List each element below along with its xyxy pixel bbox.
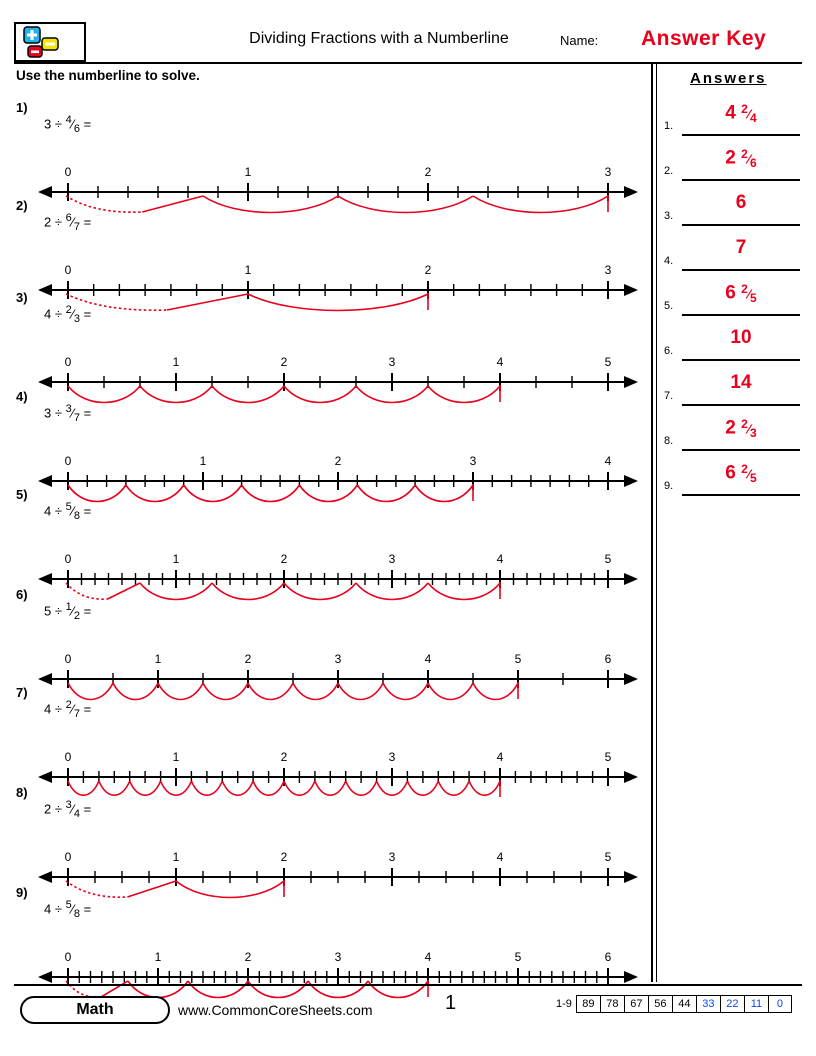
answer-number: 9. (664, 480, 674, 492)
svg-text:0: 0 (64, 652, 72, 666)
column-divider-2 (656, 62, 657, 982)
svg-text:1: 1 (244, 165, 252, 179)
subject-badge: Math (20, 996, 170, 1024)
problem-number: 8) (16, 785, 28, 800)
answer-underline (682, 404, 800, 406)
answer-underline (682, 314, 800, 316)
svg-text:1: 1 (199, 454, 207, 468)
svg-text:0: 0 (64, 950, 72, 964)
svg-text:0: 0 (64, 552, 72, 566)
problem-expression: $3 \div ^4⁄_6$ = (44, 114, 92, 135)
problem-expression: $4 \div ^2⁄_3$ = (44, 304, 92, 325)
answer-value: 2 $^2⁄_3$ (725, 417, 757, 440)
problem-expression: $4 \div ^5⁄_8$ = (44, 899, 92, 920)
problem-number: 1) (16, 100, 28, 115)
answer-row (664, 100, 804, 145)
problem-number: 2) (16, 198, 28, 213)
answer-underline (682, 179, 800, 181)
svg-text:0: 0 (64, 263, 72, 277)
answer-number: 5. (664, 300, 674, 312)
answer-underline (682, 134, 800, 136)
svg-text:4: 4 (496, 552, 504, 566)
answer-row (664, 415, 804, 460)
svg-text:1: 1 (172, 850, 180, 864)
svg-text:2: 2 (424, 263, 432, 277)
svg-text:1: 1 (172, 552, 180, 566)
svg-text:3: 3 (388, 750, 396, 764)
svg-text:3: 3 (388, 355, 396, 369)
svg-text:2: 2 (244, 652, 252, 666)
svg-text:0: 0 (64, 454, 72, 468)
problem-expression: $5 \div ^1⁄_2$ = (44, 601, 92, 622)
svg-text:0: 0 (64, 750, 72, 764)
answers-list (664, 100, 804, 505)
svg-text:0: 0 (64, 355, 72, 369)
page-title: Dividing Fractions with a Numberline (249, 30, 509, 47)
svg-text:2: 2 (280, 750, 288, 764)
svg-text:1: 1 (154, 652, 162, 666)
answer-row (664, 325, 804, 370)
score-cell: 89 (576, 995, 600, 1013)
svg-text:2: 2 (244, 950, 252, 964)
score-cell: 67 (624, 995, 648, 1013)
score-cell: 33 (696, 995, 720, 1013)
svg-text:3: 3 (334, 652, 342, 666)
svg-text:5: 5 (604, 850, 612, 864)
problem-number: 4) (16, 389, 28, 404)
problem-number: 5) (16, 487, 28, 502)
svg-text:4: 4 (496, 850, 504, 864)
numberline (38, 324, 648, 415)
numberline (38, 134, 648, 225)
answer-underline (682, 224, 800, 226)
answer-value: 7 (735, 237, 747, 258)
score-cell: 44 (672, 995, 696, 1013)
problem-expression: $3 \div ^3⁄_7$ = (44, 403, 92, 424)
answer-number: 6. (664, 345, 674, 357)
score-cell: 11 (744, 995, 768, 1013)
score-cell: 78 (600, 995, 624, 1013)
answer-number: 3. (664, 210, 674, 222)
problem-expression: $4 \div ^5⁄_8$ = (44, 501, 92, 522)
svg-text:1: 1 (172, 355, 180, 369)
answer-row (664, 280, 804, 325)
answer-underline (682, 449, 800, 451)
svg-text:6: 6 (604, 652, 612, 666)
svg-text:3: 3 (469, 454, 477, 468)
answer-value: 10 (730, 327, 752, 348)
answer-value: 6 (735, 192, 747, 213)
svg-text:4: 4 (424, 652, 432, 666)
footer-divider (14, 984, 802, 986)
svg-text:6: 6 (604, 950, 612, 964)
problem-number: 3) (16, 290, 28, 305)
numberline (38, 521, 648, 612)
answer-value: 4 $^2⁄_4$ (725, 102, 757, 125)
svg-text:2: 2 (334, 454, 342, 468)
problem-expression: $2 \div ^6⁄_7$ = (44, 212, 92, 233)
answer-number: 1. (664, 120, 674, 132)
answer-row (664, 190, 804, 235)
answer-number: 4. (664, 255, 674, 267)
problem-expression: $2 \div ^3⁄_4$ = (44, 799, 92, 820)
svg-text:5: 5 (514, 652, 522, 666)
numberline (38, 719, 648, 810)
answer-value: 6 $^2⁄_5$ (725, 462, 757, 485)
numberline (38, 819, 648, 910)
svg-text:2: 2 (424, 165, 432, 179)
svg-text:1: 1 (154, 950, 162, 964)
problem-expression: $4 \div ^2⁄_7$ = (44, 699, 92, 720)
answer-value: 14 (730, 372, 752, 393)
svg-text:5: 5 (604, 750, 612, 764)
answer-row (664, 235, 804, 280)
score-scale (556, 995, 792, 1013)
svg-text:3: 3 (604, 263, 612, 277)
score-range: 1-9 (556, 998, 572, 1010)
svg-text:2: 2 (280, 850, 288, 864)
website-url: www.CommonCoreSheets.com (178, 1002, 373, 1018)
answer-value: 6 $^2⁄_5$ (725, 282, 757, 305)
answer-row (664, 145, 804, 190)
answer-number: 8. (664, 435, 674, 447)
svg-text:4: 4 (424, 950, 432, 964)
answer-row (664, 370, 804, 415)
page-number: 1 (445, 992, 457, 1014)
instructions: Use the numberline to solve. (16, 68, 200, 83)
answer-key-badge: Answer Key (641, 27, 767, 50)
svg-text:0: 0 (64, 165, 72, 179)
svg-text:3: 3 (604, 165, 612, 179)
svg-text:5: 5 (604, 355, 612, 369)
svg-text:4: 4 (496, 355, 504, 369)
numberline (38, 232, 648, 323)
svg-text:5: 5 (604, 552, 612, 566)
svg-text:3: 3 (388, 552, 396, 566)
problem-number: 6) (16, 587, 28, 602)
page-header (14, 22, 802, 64)
svg-text:5: 5 (514, 950, 522, 964)
answer-value: 2 $^2⁄_6$ (725, 147, 757, 170)
answer-row (664, 460, 804, 505)
score-cell: 56 (648, 995, 672, 1013)
svg-text:2: 2 (280, 552, 288, 566)
svg-text:4: 4 (604, 454, 612, 468)
answer-underline (682, 359, 800, 361)
svg-text:2: 2 (280, 355, 288, 369)
answer-number: 7. (664, 390, 674, 402)
svg-text:3: 3 (334, 950, 342, 964)
score-cell: 0 (768, 995, 792, 1013)
svg-text:0: 0 (64, 850, 72, 864)
numberline (38, 621, 648, 712)
numberline (38, 423, 648, 514)
answer-underline (682, 494, 800, 496)
svg-text:3: 3 (388, 850, 396, 864)
score-cell: 22 (720, 995, 744, 1013)
answers-heading: Answers (690, 70, 767, 87)
answer-number: 2. (664, 165, 674, 177)
name-label: Name: (560, 33, 599, 48)
problem-number: 7) (16, 685, 28, 700)
problem-number: 9) (16, 885, 28, 900)
column-divider (651, 62, 653, 982)
commoncoresheets-logo-icon (14, 22, 86, 62)
svg-text:1: 1 (244, 263, 252, 277)
svg-text:1: 1 (172, 750, 180, 764)
answer-underline (682, 269, 800, 271)
svg-text:4: 4 (496, 750, 504, 764)
